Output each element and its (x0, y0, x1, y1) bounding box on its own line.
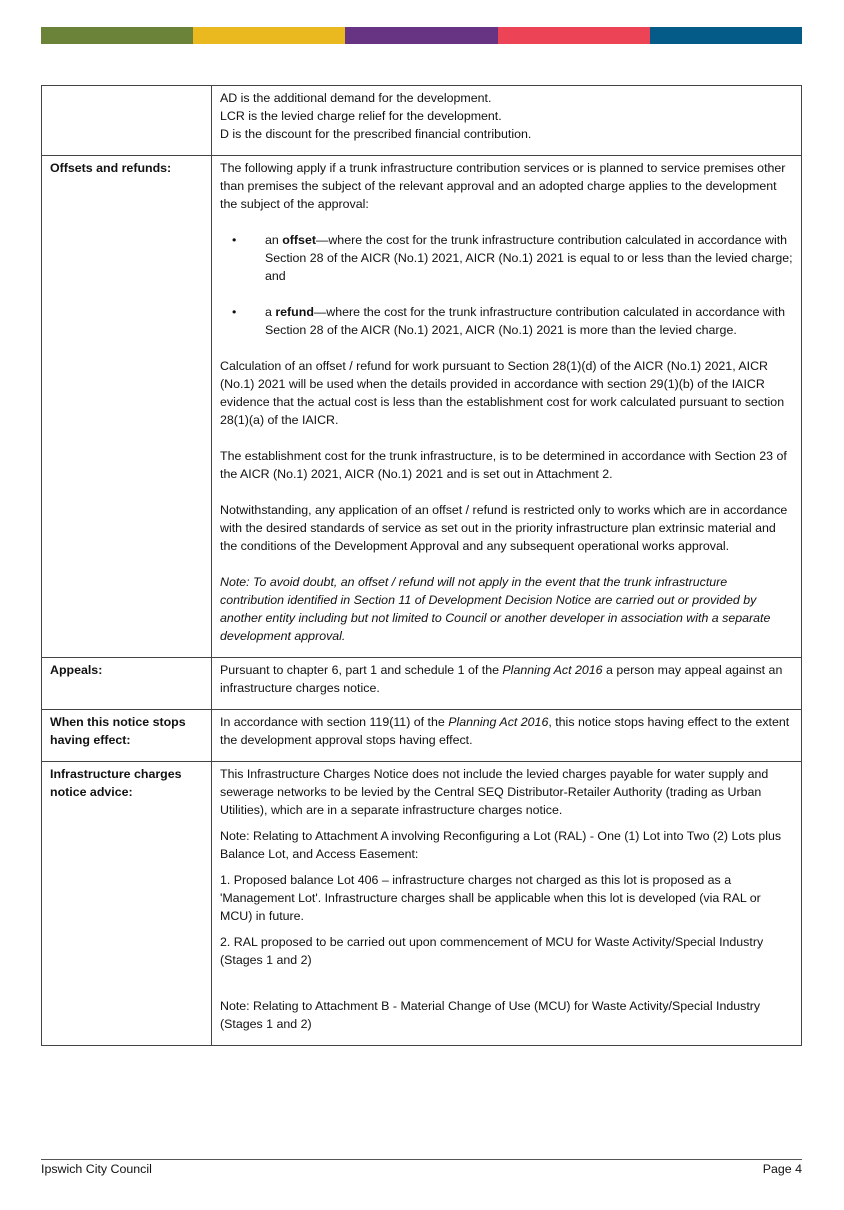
offsets-intro: The following apply if a trunk infrastructure contribution services or is planned to service premises other than premises the subject of the relevant approval and an adopted charge applies to the development the subject of the approval: (220, 161, 786, 211)
advice-paragraph-water: This Infrastructure Charges Notice does not include the levied charges payable for water supply and sewerage networks to be levied by the Central SEQ Distributor-Retailer Authority (trading as Urban Utilities), which are in a separate infrastructure charges notice. (220, 767, 769, 817)
color-segment-yellow (193, 27, 345, 44)
offsets-establishment-paragraph: The establishment cost for the trunk infrastructure, is to be determined in accordance with Section 23 of the AICR (No.1) 2021, AICR (No.1) 2021 and is set out in Attachment 2. (220, 449, 787, 481)
definition-lcr: LCR is the levied charge relief for the development. (220, 109, 502, 123)
stops-text-post: , this notice stops having effect to the extent the development approval stops having effect. (220, 715, 790, 747)
calculation-definitions (212, 86, 802, 156)
table-row-calculation (42, 86, 802, 156)
table-row-notice-stops (42, 710, 802, 762)
bullet-text-pre: a (265, 305, 276, 319)
row-label-empty (42, 86, 212, 156)
advice-note-attachment-a: Note: Relating to Attachment A involving Reconfiguring a Lot (RAL) - One (1) Lot into Two (2) Lots plus Balance Lot, and Access Easement: (220, 829, 782, 861)
footer-divider (41, 1159, 802, 1160)
bullet-term: offset (282, 233, 316, 247)
color-segment-blue (650, 27, 802, 44)
table-row-offsets (42, 156, 802, 658)
advice-note-attachment-b: Note: Relating to Attachment B - Material Change of Use (MCU) for Waste Activity/Special Industry (Stages 1 and 2) (220, 999, 761, 1031)
bullet-text-pre: an (265, 233, 283, 247)
color-segment-green (41, 27, 193, 44)
act-title: Planning Act 2016 (448, 715, 549, 729)
offsets-note: Note: To avoid doubt, an offset / refund will not apply in the event that the trunk infrastructure contribution identified in Section 11 of Development Decision Notice are carried out or provided by another entity including but not limited to Council or another developer in association with a separate development approval. (220, 575, 771, 643)
notice-table (41, 85, 802, 1046)
appeals-content (212, 658, 802, 710)
act-title: Planning Act 2016 (502, 663, 603, 677)
row-label-advice: Infrastructure charges notice advice: (42, 762, 212, 1046)
list-item-offset (220, 231, 793, 285)
appeals-text-post: a person may appeal against an infrastructure charges notice. (220, 663, 783, 695)
row-label-appeals: Appeals: (42, 658, 212, 710)
header-color-bar (41, 27, 802, 44)
appeals-text-pre: Pursuant to chapter 6, part 1 and schedule 1 of the (220, 663, 503, 677)
offsets-calculation-paragraph: Calculation of an offset / refund for work pursuant to Section 28(1)(d) of the AICR (No.1) 2021, AICR (No.1) 2021 will be used when the details provided in accordance with section 29(1)(b) of the IAICR evidence that the actual cost is less than the establishment cost for work calculated pursuant to section 28(1)(a) of the IAICR. (220, 359, 785, 427)
stops-text-pre: In accordance with section 119(11) of the (220, 715, 449, 729)
color-segment-red (498, 27, 650, 44)
advice-item-1: 1. Proposed balance Lot 406 – infrastructure charges not charged as this lot is proposed as a 'Management Lot'. Infrastructure charges shall be applicable when this lot is developed (via RAL or MCU) in future. (220, 873, 761, 923)
definition-d: D is the discount for the prescribed financial contribution. (220, 127, 532, 141)
list-item-refund (220, 303, 793, 339)
table-row-appeals (42, 658, 802, 710)
row-label-notice-stops: When this notice stops having effect: (42, 710, 212, 762)
offsets-restriction-paragraph: Notwithstanding, any application of an offset / refund is restricted only to works which are in accordance with the desired standards of service as set out in the priority infrastructure plan extrinsic material and the conditions of the Development Approval and any subsequent operational works approval. (220, 503, 788, 553)
bullet-text-post: —where the cost for the trunk infrastructure contribution calculated in accordance with Section 28 of the AICR (No.1) 2021, AICR (No.1) 2021 is equal to or less than the levied charge; and (265, 233, 793, 283)
footer-council-name: Ipswich City Council (41, 1162, 152, 1176)
definition-ad: AD is the additional demand for the development. (220, 91, 492, 105)
footer-page-number: Page 4 (762, 1162, 802, 1176)
offsets-list (220, 231, 793, 339)
notice-stops-text (220, 713, 793, 749)
appeals-text (220, 661, 793, 697)
bullet-term: refund (275, 305, 314, 319)
advice-content (212, 762, 802, 1046)
notice-stops-content (212, 710, 802, 762)
advice-item-2: 2. RAL proposed to be carried out upon commencement of MCU for Waste Activity/Special Industry (Stages 1 and 2) (220, 935, 764, 967)
table-row-advice (42, 762, 802, 1046)
row-label-offsets: Offsets and refunds: (42, 156, 212, 658)
bullet-text-post: —where the cost for the trunk infrastructure contribution calculated in accordance with Section 28 of the AICR (No.1) 2021, AICR (No.1) 2021 is more than the levied charge. (265, 305, 785, 337)
offsets-content (212, 156, 802, 658)
color-segment-purple (345, 27, 497, 44)
